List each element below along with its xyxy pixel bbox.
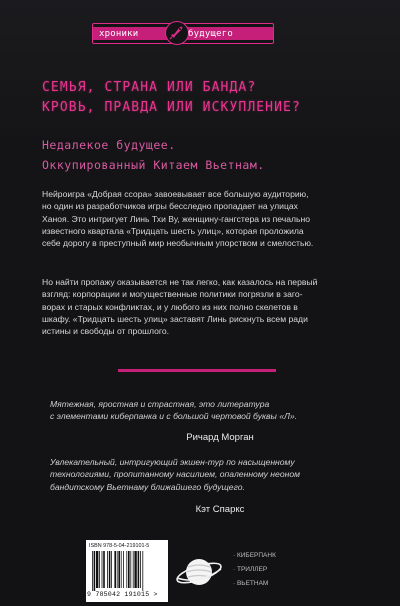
barcode-bar [123, 551, 124, 588]
review-line: Увлекательный, интригующий экшен-тур по насыщенному [50, 457, 295, 467]
barcode-bar [99, 551, 100, 588]
barcode-bar [114, 551, 116, 588]
barcode-bar [96, 551, 98, 588]
barcode-bar [103, 551, 105, 588]
planet-emblem-icon [174, 547, 224, 602]
series-label-left: хроники [99, 29, 139, 39]
review-line: с элементами киберпанка и с большой чертовой буквы «Л». [50, 411, 298, 422]
barcode-bar [117, 551, 118, 588]
barcode-bar [140, 551, 141, 588]
barcode-bar [134, 551, 136, 588]
barcode-digits: 9 785042 191015 > [87, 591, 158, 598]
barcode-bar [107, 551, 108, 588]
description-line: истины и свободы от прошлого. [42, 326, 169, 337]
review-quote-1 [50, 398, 350, 423]
review-line: бандитскому Вьетнаму ближайшего будущего. [50, 481, 245, 492]
barcode-bar [121, 551, 122, 588]
tagline-line-2: КРОВЬ, ПРАВДА ИЛИ ИСКУПЛЕНИЕ? [42, 100, 301, 115]
barcode [86, 540, 168, 602]
section-divider [118, 369, 276, 372]
barcode-bar [128, 551, 130, 588]
barcode-bar [130, 551, 131, 588]
barcode-bar [138, 551, 140, 588]
review-line: технологиями, пропитанному насилием, опаленному неоном [50, 469, 300, 480]
isbn-number: ISBN 978-5-04-219101-5 [89, 543, 150, 549]
review-quote-2 [50, 456, 350, 493]
description-line: Нейроигра «Добрая ссора» завоевывает все большую аудиторию, [42, 189, 309, 199]
series-label-right: будущего [188, 29, 233, 39]
description-line: Ханоя. Это интригует Линь Тхи Ву, женщину-гангстера из печально [42, 213, 310, 224]
description-paragraph-1 [42, 188, 368, 249]
genre-item: · ВЬЕТНАМ [233, 580, 269, 587]
barcode-bars [92, 551, 162, 591]
barcode-bar [102, 551, 103, 588]
description-line: Но найти пропажу оказывается не так легко, как казалось на первый [42, 277, 318, 287]
genre-list [233, 549, 333, 591]
series-banner [92, 23, 274, 44]
description-line: ворах и старых конфликтах, и у любого из них полно скелетов в [42, 301, 298, 312]
genre-item: · КИБЕРПАНК [233, 552, 276, 559]
description-line: себе дорогу в преступный мир необычным упорством и смелостью. [42, 238, 314, 249]
barcode-bar [94, 551, 96, 591]
subtitle-line-2: Оккупированный Китаем Вьетнам. [42, 158, 265, 172]
review-line: Мятежная, яростная и страстная, это литература [50, 399, 270, 409]
barcode-bar [92, 551, 93, 591]
description-line: но один из разработчиков игры бесследно пропадает на улицах [42, 201, 298, 212]
description-line: шкафу. «Тридцать шесть улиц» заставят Линь рискнуть всем ради [42, 313, 308, 324]
review-author-2: Кэт Спаркс [195, 504, 245, 515]
tagline-line-1: СЕМЬЯ, СТРАНА ИЛИ БАНДА? [42, 80, 257, 95]
barcode-bar [142, 551, 143, 591]
subtitle-line-1: Недалекое будущее. [42, 138, 176, 152]
review-author-1: Ричард Морган [186, 432, 254, 443]
description-line: известного квартала «Тридцать шесть улиц», которая проложила [42, 225, 304, 236]
barcode-bar [118, 551, 120, 588]
barcode-bar [109, 551, 111, 588]
description-paragraph-2 [42, 276, 368, 337]
barcode-bar [133, 551, 134, 588]
description-line: взгляд: корпорации и могущественные политики погрязли в заго- [42, 289, 303, 300]
barcode-bar [111, 551, 112, 588]
rocket-logo-icon [165, 21, 189, 45]
barcode-bar [126, 551, 127, 588]
genre-item: · ТРИЛЛЕР [233, 566, 268, 573]
